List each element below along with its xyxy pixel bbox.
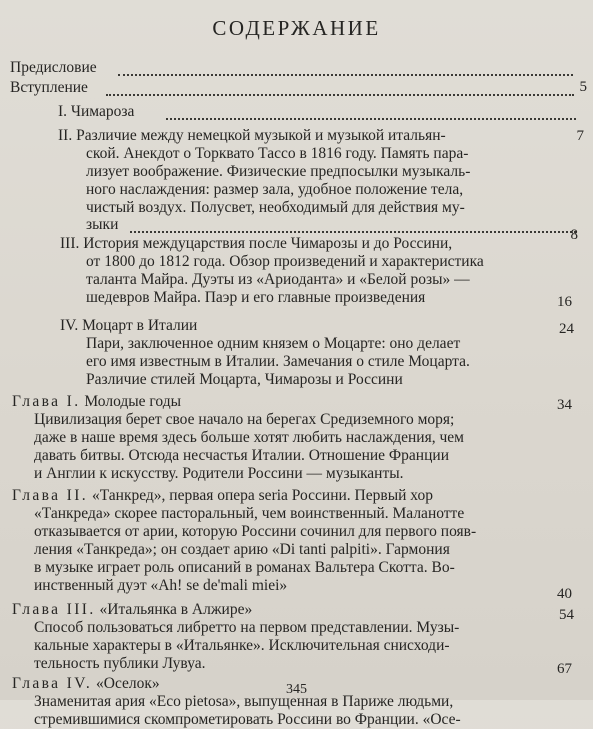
page-number: 16 xyxy=(557,294,572,310)
toc-entry-line: таланта Майра. Дуэты из «Ариоданта» и «Белой розы» — xyxy=(86,271,470,288)
toc-entry-line: в музыке играет роль описаний в романах Вальтера Скотта. Во- xyxy=(34,559,455,576)
leader-dots xyxy=(106,92,574,96)
toc-entry-line: Способ пользоваться либретто на первом представлении. Музы- xyxy=(34,619,460,636)
chapter-label: Глава IV. xyxy=(12,675,93,692)
toc-entry-line: Различие стилей Моцарта, Чимарозы и Россини xyxy=(86,371,403,388)
toc-entry-line: его имя известным в Италии. Замечания о стиле Моцарта. xyxy=(86,353,470,370)
toc-entry-line: ской. Анекдот о Торквато Тассо в 1816 году. Память пара- xyxy=(86,145,469,162)
toc-entry-heading: Молодые годы xyxy=(84,393,182,410)
toc-entry-line: Цивилизация берет свое начало на берегах Средиземного моря; xyxy=(34,411,455,428)
leader-dots xyxy=(130,229,576,233)
toc-entry-heading: I. Чимароза xyxy=(58,103,135,120)
chapter-label: Глава III. xyxy=(12,601,96,618)
toc-entry-heading: «Оселок» xyxy=(96,675,160,692)
toc-entry-line: Пари, заключенное одним князем о Моцарте: оно делает xyxy=(86,335,461,352)
toc-entry-line: «Танкреда» скорее пасторальный, чем воинственный. Маланотте xyxy=(34,505,465,522)
chapter-label: Глава II. xyxy=(12,487,89,504)
page-number: 54 xyxy=(559,607,574,623)
toc-entry-line: и Англии к искусству. Родители Россини — музыканты. xyxy=(34,465,404,482)
toc-entry-line: чистый воздух. Полусвет, необходимый для действия му- xyxy=(86,199,465,216)
toc-entry-line: даже в наше время здесь больше хотят любить наслаждения, чем xyxy=(34,429,464,446)
toc-entry-line: шедевров Майра. Паэр и его главные произведения xyxy=(86,289,426,306)
toc-entry-line: стремившимися скомпрометировать Россини во Франции. «Осе- xyxy=(34,711,461,728)
page-number: 8 xyxy=(570,227,578,243)
page-number: 5 xyxy=(579,79,587,95)
toc-entry-line: кальные характеры в «Итальянке». Исключительная снисходи- xyxy=(34,637,450,654)
folio-page-number: 345 xyxy=(286,682,307,697)
page-number: 7 xyxy=(576,128,584,144)
toc-entry-line: ления «Танкреда»; он создает арию «Di tanti palpiti». Гармония xyxy=(34,541,450,558)
toc-entry-heading: IV. Моцарт в Италии xyxy=(60,317,198,334)
chapter-label: Глава I. xyxy=(12,393,81,410)
page-number: 34 xyxy=(557,397,572,413)
toc-entry-line: от 1800 до 1812 года. Обзор произведений и характеристика xyxy=(86,253,484,270)
page-number: 24 xyxy=(559,321,574,337)
toc-entry-line: Знаменитая ария «Eco pietosa», выпущенная в Париже людьми, xyxy=(34,693,454,710)
toc-entry-line: отказывается от арии, которую Россини сочинил для первого появ- xyxy=(34,523,477,540)
toc-entry-line: тельность публики Лувуа. xyxy=(34,655,206,672)
toc-entry-line: инственный дуэт «Ah! se de'mali miei» xyxy=(34,577,288,594)
page-title: СОДЕРЖАНИЕ xyxy=(212,16,381,40)
toc-entry-line: зыки xyxy=(86,216,119,233)
chapter-row xyxy=(12,601,252,619)
toc-entry-heading: Вступление xyxy=(10,79,88,96)
toc-entry-heading: «Итальянка в Алжире» xyxy=(99,601,253,618)
toc-entry-line: ного наслаждения: размер зала, удобное положение тела, xyxy=(86,181,464,198)
chapter-row xyxy=(12,487,433,505)
leader-dots xyxy=(166,116,576,120)
toc-entry-line: лизует воображение. Физические предпосылки музыкаль- xyxy=(86,163,471,180)
toc-entry-heading: «Танкред», первая опера seria Россини. Первый хор xyxy=(91,487,433,504)
chapter-row xyxy=(12,393,181,411)
toc-entry-heading: II. Различие между немецкой музыкой и музыкой итальян- xyxy=(58,127,446,144)
toc-entry-heading: Предисловие xyxy=(10,59,97,76)
page-number: 40 xyxy=(557,586,572,602)
toc-entry-heading: III. История междуцарствия после Чимарозы и до Россини, xyxy=(60,235,453,252)
leader-dots xyxy=(118,72,573,76)
page-number: 67 xyxy=(557,661,572,677)
toc-entry-line: давать битвы. Отсюда несчастья Италии. Отношение Франции xyxy=(34,447,449,464)
